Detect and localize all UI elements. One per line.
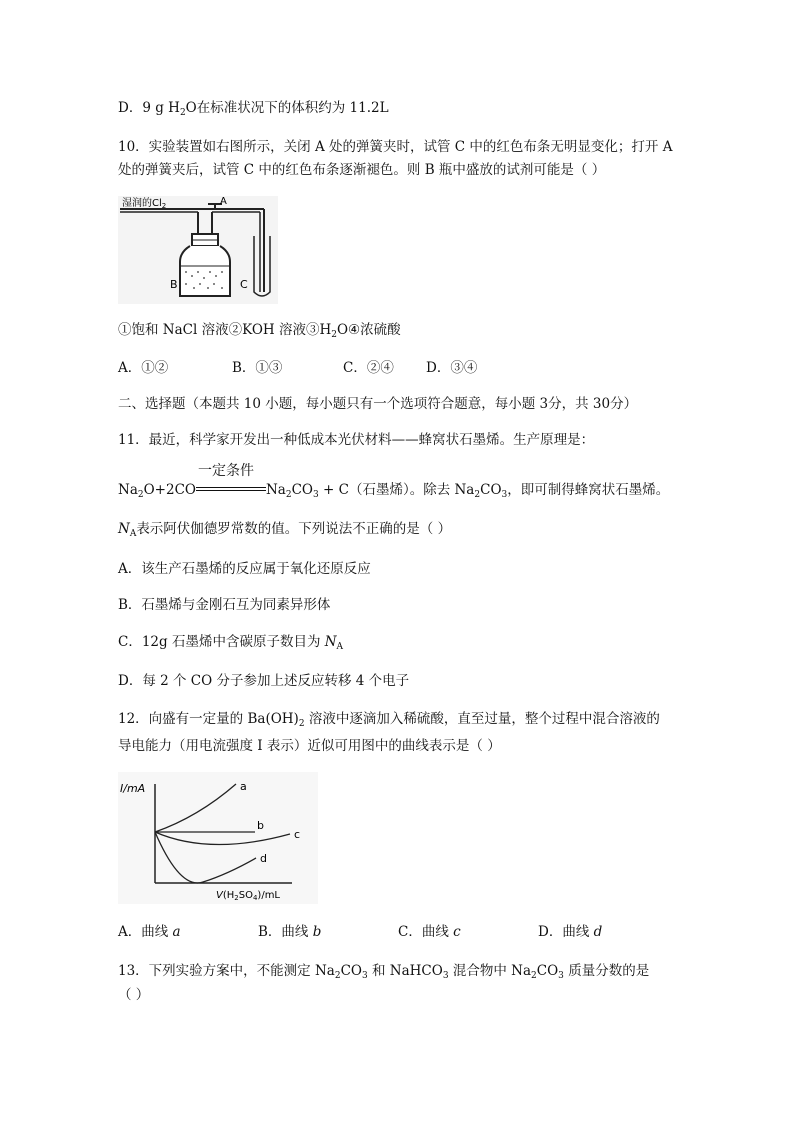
q11-option-a: A．该生产石墨烯的反应属于氧化还原反应: [118, 561, 371, 577]
q11-stem-line3: $N_A$表示阿伏伽德罗常数的值。下列说法不正确的是（ ）: [118, 521, 452, 539]
curve-label-a: a: [240, 780, 247, 793]
q10-stem-line1: 10．实验装置如右图所示，关闭 A 处的弹簧夹时，试管 C 中的红色布条无明显变化；打开 A: [118, 139, 673, 155]
figure-label-c: C: [240, 278, 248, 291]
q12-stem-line1: 12．向盛有一定量的 $Ba(OH)_2$ 溶液中逐滴加入稀硫酸，直至过量，整个过程中混合溶液的: [118, 711, 660, 729]
curve-label-d: d: [260, 852, 267, 865]
q10-option-d: D．③④: [426, 360, 478, 376]
section-2-heading: 二、选择题（本题共 10 小题，每小题只有一个选项符合题意，每小题 3分，共 30分）: [118, 396, 638, 412]
q10-apparatus-figure: [118, 196, 278, 304]
chart-y-label: I/mA: [120, 782, 146, 795]
q12-option-d: D．曲线 d: [538, 924, 603, 940]
q12-option-a: A．曲线 a: [118, 924, 181, 940]
chart-x-label: $V(H_2SO_4)/mL$: [216, 890, 281, 902]
q13-stem-line2: （ ）: [118, 987, 150, 1003]
q10-option-a: A．①②: [118, 360, 169, 376]
q11-option-d: D．每 2 个 CO 分子参加上述反应转移 4 个电子: [118, 673, 410, 689]
figure-label-b: B: [170, 278, 178, 291]
q12-option-b: B．曲线 b: [258, 924, 322, 940]
figure-label-gas: 湿润的$Cl_2$: [122, 198, 167, 210]
curve-label-c: c: [294, 828, 301, 841]
q10-option-b: B．①③: [232, 360, 283, 376]
q11-equation: $Na_2O+2CO$ 一定条件 $Na_2CO_3 + C$（石墨烯）。除去 $Na_2CO_3$，即可制得蜂窝状石墨烯。: [118, 463, 670, 500]
q13-stem-line1: 13．下列实验方案中，不能测定 $Na_2CO_3$ 和 NaHCO$_3$ 混合物中 $Na_2CO_3$ 质量分数的是: [118, 963, 650, 981]
q12-conductivity-chart: [118, 772, 318, 904]
curve-label-b: b: [257, 819, 264, 832]
q11-option-b: B．石墨烯与金刚石互为同素异形体: [118, 597, 331, 613]
q11-stem-line1: 11．最近，科学家开发出一种低成本光伏材料——蜂窝状石墨烯。生产原理是：: [118, 432, 595, 448]
q11-option-c: C．12g 石墨烯中含碳原子数目为 $N_A$: [118, 634, 344, 652]
figure-label-a: A: [220, 196, 227, 207]
equation-condition: 一定条件: [197, 463, 254, 479]
q10-stem-line2: 处的弹簧夹后，试管 C 中的红色布条逐渐褪色。则 B 瓶中盛放的试剂可能是（ ）: [118, 162, 606, 178]
q12-stem-line2: 导电能力（用电流强度 I 表示）近似可用图中的曲线表示是（ ）: [118, 738, 501, 754]
q10-reagents: ①饱和 NaCl 溶液②KOH 溶液$③H_2O④$浓硫酸: [118, 322, 401, 340]
q12-option-c: C．曲线 c: [398, 924, 461, 940]
q9-option-d: D．9 g $H_2O$在标准状况下的体积约为 11.2L: [118, 100, 389, 118]
q10-option-c: C．②④: [343, 360, 394, 376]
